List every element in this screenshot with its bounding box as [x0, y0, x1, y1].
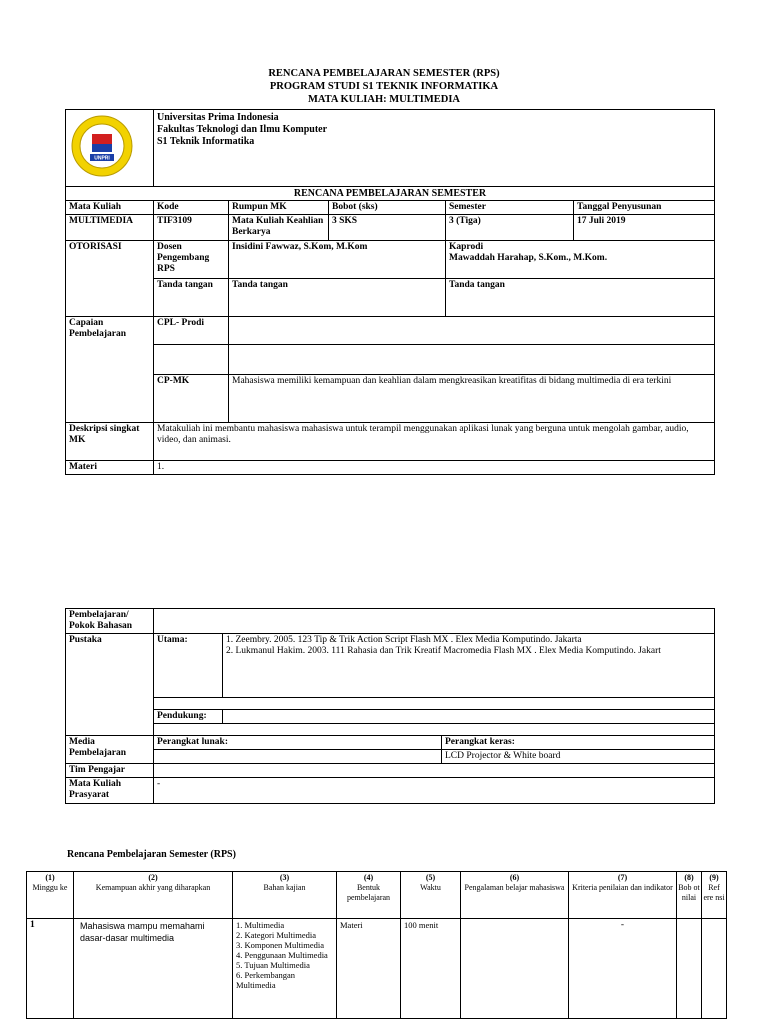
plan-header-5: (5) Waktu — [401, 872, 461, 919]
media-label: Media Pembelajaran — [66, 736, 154, 764]
ttd-kaprodi: Tanda tangan — [446, 279, 715, 317]
course-value-tanggal: 17 Juli 2019 — [574, 215, 715, 241]
course-value-semester: 3 (Tiga) — [446, 215, 574, 241]
course-value-rumpun: Mata Kuliah Keahlian Berkarya — [229, 215, 329, 241]
plan-header-9: (9) Ref ere nsi — [702, 872, 727, 919]
tim-label: Tim Pengajar — [66, 764, 154, 778]
capaian-empty-2 — [229, 345, 715, 375]
plan-row1-bobot — [677, 919, 702, 1019]
plan-header-8: (8) Bob ot nilai — [677, 872, 702, 919]
bahan-item: 3. Komponen Multimedia — [236, 940, 325, 950]
university-logo-icon — [70, 114, 134, 178]
course-value-bobot: 3 SKS — [329, 215, 446, 241]
pendukung-label: Pendukung: — [154, 710, 223, 724]
capaian-label: Capaian Pembelajaran — [66, 317, 154, 423]
bahan-item: 1. Multimedia — [236, 920, 285, 930]
plan-row1-pengalaman — [461, 919, 569, 1019]
plan-row1-bentuk: Materi — [337, 919, 401, 1019]
plan-header-6: (6) Pengalaman belajar mahasiswa — [461, 872, 569, 919]
plan-row1-bahan — [233, 919, 337, 1019]
bahan-item: 2. Kategori Multimedia — [236, 930, 317, 940]
doc-title-line2: PROGRAM STUDI S1 TEKNIK INFORMATIKA — [269, 81, 499, 92]
pendukung-spacer — [154, 724, 715, 736]
doc-title-line3: MATA KULIAH: MULTIMEDIA — [307, 94, 461, 105]
course-value-mk: MULTIMEDIA — [66, 215, 154, 241]
cpmk-label: CP-MK — [154, 375, 229, 423]
rps-title: RENCANA PEMBELAJARAN SEMESTER — [66, 187, 715, 201]
section-title: Rencana Pembelajaran Semester (RPS) — [67, 849, 236, 860]
pustaka-spacer — [154, 698, 715, 710]
bahan-item: 6. Perkembangan Multimedia — [236, 970, 296, 990]
pokok-bahasan-value — [154, 609, 715, 634]
rps-main-table — [65, 109, 715, 475]
plan-row1-waktu: 100 menit — [401, 919, 461, 1019]
deskripsi-label: Deskripsi singkat MK — [66, 423, 154, 461]
cpl-value — [229, 317, 715, 345]
lunak-value — [154, 750, 442, 764]
program-name: S1 Teknik Informatika — [157, 136, 255, 147]
tim-value — [154, 764, 715, 778]
course-header-semester: Semester — [446, 201, 574, 215]
materi-label: Materi — [66, 461, 154, 475]
course-header-tanggal: Tanggal Penyusunan — [574, 201, 715, 215]
weekly-plan-table — [26, 871, 727, 1019]
plan-header-7: (7) Kriteria penilaian dan indikator — [569, 872, 677, 919]
plan-row1-kriteria: - — [569, 919, 677, 1019]
dosen-label: Dosen Pengembang RPS — [154, 241, 229, 279]
plan-header-2: (2) Kemampuan akhir yang diharapkan — [74, 872, 233, 919]
plan-header-1: (1) Minggu ke — [27, 872, 74, 919]
ttd-label: Tanda tangan — [154, 279, 229, 317]
cpmk-text: Mahasiswa memiliki kemampuan dan keahlian dalam mengkreasikan kreatifitas di bidang multimedia di era terkini — [229, 375, 715, 423]
university-name: Universitas Prima Indonesia — [157, 112, 279, 123]
kaprodi-cell — [446, 241, 715, 279]
plan-header-4: (4) Bentuk pembelajaran — [337, 872, 401, 919]
otorisasi-label: OTORISASI — [66, 241, 154, 317]
pustaka-label: Pustaka — [66, 634, 154, 736]
prasyarat-label: Mata Kuliah Prasyarat — [66, 778, 154, 804]
pokok-bahasan-label: Pembelajaran/ Pokok Bahasan — [66, 609, 154, 634]
plan-row1-referensi — [702, 919, 727, 1019]
bahan-item: 5. Tujuan Multimedia — [236, 960, 310, 970]
materi-value: 1. — [154, 461, 715, 475]
dosen-name: Insidini Fawwaz, S.Kom, M.Kom — [229, 241, 446, 279]
course-header-bobot: Bobot (sks) — [329, 201, 446, 215]
utama-ref-1: 1. Zeembry. 2005. 123 Tip & Trik Action Script Flash MX . Elex Media Komputindo. Jakarta — [226, 635, 582, 645]
plan-header-3: (3) Bahan kajian — [233, 872, 337, 919]
doc-title-line1: RENCANA PEMBELAJARAN SEMESTER (RPS) — [268, 68, 500, 79]
logo-cell — [66, 110, 154, 187]
keras-label: Perangkat keras: — [442, 736, 715, 750]
cpl-label: CPL- Prodi — [154, 317, 229, 345]
course-header-kode: Kode — [154, 201, 229, 215]
keras-value: LCD Projector & White board — [442, 750, 715, 764]
pendukung-value — [223, 710, 715, 724]
plan-row1-week: 1 — [27, 919, 74, 1019]
utama-ref-2: 2. Lukmanul Hakim. 2003. 111 Rahasia dan Trik Kreatif Macromedia Flash MX . Elex Media Komputindo. Jakart — [226, 646, 661, 656]
faculty-name: Fakultas Teknologi dan Ilmu Komputer — [157, 124, 328, 135]
kaprodi-name: Mawaddah Harahap, S.Kom., M.Kom. — [449, 253, 608, 263]
utama-refs — [223, 634, 715, 698]
course-header-mk: Mata Kuliah — [66, 201, 154, 215]
prasyarat-value: - — [154, 778, 715, 804]
course-value-kode: TIF3109 — [154, 215, 229, 241]
course-header-rumpun: Rumpun MK — [229, 201, 329, 215]
plan-row1-kemampuan: Mahasiswa mampu memahami dasar-dasar multimedia — [74, 919, 233, 1019]
kaprodi-label: Kaprodi — [449, 242, 484, 252]
rps-detail-table — [65, 608, 715, 804]
logo-text: UNPRI — [94, 155, 110, 162]
capaian-empty-1 — [154, 345, 229, 375]
deskripsi-text: Matakuliah ini membantu mahasiswa mahasiswa untuk terampil menggunakan aplikasi lunak yang berguna untuk mengolah gambar, audio, video, dan animasi. — [154, 423, 715, 461]
bahan-item: 4. Penggunaan Multimedia — [236, 950, 328, 960]
utama-label: Utama: — [154, 634, 223, 698]
lunak-label: Perangkat lunak: — [154, 736, 442, 750]
ttd-dosen: Tanda tangan — [229, 279, 446, 317]
